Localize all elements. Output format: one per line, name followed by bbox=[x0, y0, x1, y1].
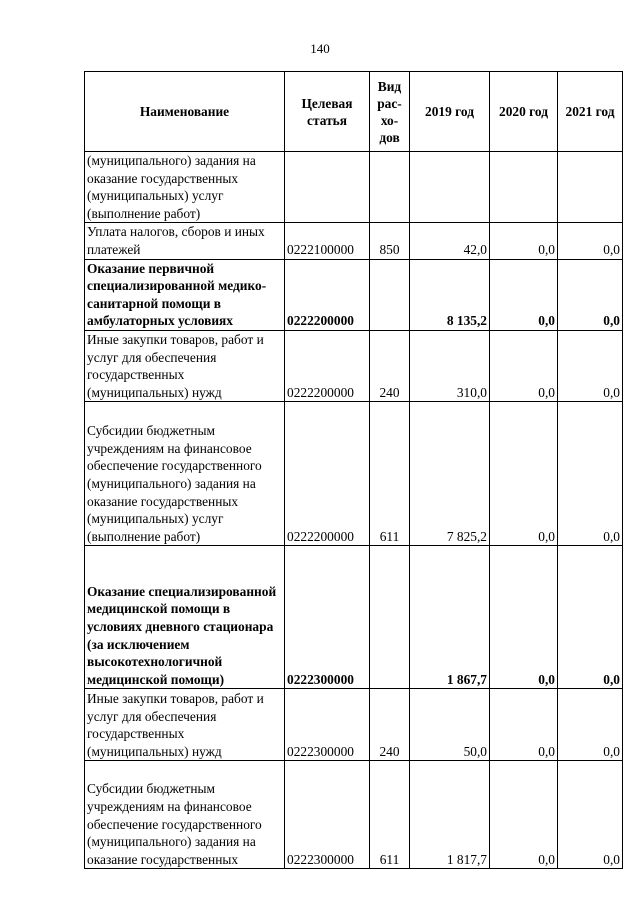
page-number: 140 bbox=[310, 41, 330, 56]
row-2020: 0,0 bbox=[490, 402, 558, 546]
row-vid: 850 bbox=[370, 223, 410, 259]
row-2019: 1 867,7 bbox=[410, 546, 490, 689]
row-vid: 240 bbox=[370, 330, 410, 401]
table-row bbox=[85, 546, 623, 689]
row-2021: 0,0 bbox=[558, 761, 623, 869]
table-row bbox=[85, 259, 623, 330]
row-name: Субсидии бюджетным учреждениям на финансовое обеспечение государственного (муниципального) задания на оказание государственных (муниципальных) услуг (выполнение работ) bbox=[85, 402, 285, 546]
row-vid: 240 bbox=[370, 689, 410, 761]
header-2020: 2020 год bbox=[490, 72, 558, 152]
table-row bbox=[85, 152, 623, 223]
table-row bbox=[85, 761, 623, 869]
row-2019: 7 825,2 bbox=[410, 402, 490, 546]
row-2019: 42,0 bbox=[410, 223, 490, 259]
table-row bbox=[85, 330, 623, 401]
header-2021: 2021 год bbox=[558, 72, 623, 152]
row-2020: 0,0 bbox=[490, 223, 558, 259]
row-2019: 50,0 bbox=[410, 689, 490, 761]
row-2020: 0,0 bbox=[490, 689, 558, 761]
table-row bbox=[85, 689, 623, 761]
table-row bbox=[85, 402, 623, 546]
header-code: Целевая статья bbox=[285, 72, 370, 152]
row-2021: 0,0 bbox=[558, 223, 623, 259]
row-2021: 0,0 bbox=[558, 546, 623, 689]
row-vid bbox=[370, 546, 410, 689]
row-name: Иные закупки товаров, работ и услуг для обеспечения государственных (муниципальных) нужд bbox=[85, 330, 285, 401]
row-2021 bbox=[558, 152, 623, 223]
row-code: 0222300000 bbox=[285, 761, 370, 869]
row-name: Оказание специализированной медицинской помощи в условиях дневного стационара (за исключением высокотехнологичной медицинской помощи) bbox=[85, 546, 285, 689]
header-2019: 2019 год bbox=[410, 72, 490, 152]
row-2019: 1 817,7 bbox=[410, 761, 490, 869]
header-name: Наименование bbox=[85, 72, 285, 152]
row-2020 bbox=[490, 152, 558, 223]
row-vid bbox=[370, 152, 410, 223]
row-code bbox=[285, 152, 370, 223]
row-2019: 8 135,2 bbox=[410, 259, 490, 330]
table-row bbox=[85, 223, 623, 259]
row-code: 0222200000 bbox=[285, 330, 370, 401]
row-name: Оказание первичной специализированной медико-санитарной помощи в амбулаторных условиях bbox=[85, 259, 285, 330]
row-2020: 0,0 bbox=[490, 330, 558, 401]
row-2020: 0,0 bbox=[490, 546, 558, 689]
row-2021: 0,0 bbox=[558, 330, 623, 401]
row-code: 0222200000 bbox=[285, 402, 370, 546]
row-name: Уплата налогов, сборов и иных платежей bbox=[85, 223, 285, 259]
row-name: Субсидии бюджетным учреждениям на финансовое обеспечение государственного (муниципального) задания на оказание государственных bbox=[85, 761, 285, 869]
row-2020: 0,0 bbox=[490, 761, 558, 869]
row-2021: 0,0 bbox=[558, 402, 623, 546]
header-vid: Вид рас-хо-дов bbox=[370, 72, 410, 152]
row-code: 0222100000 bbox=[285, 223, 370, 259]
row-2019 bbox=[410, 152, 490, 223]
row-vid: 611 bbox=[370, 761, 410, 869]
row-vid: 611 bbox=[370, 402, 410, 546]
row-code: 0222200000 bbox=[285, 259, 370, 330]
row-vid bbox=[370, 259, 410, 330]
table-header-row bbox=[85, 72, 623, 152]
budget-table bbox=[84, 71, 623, 869]
row-2021: 0,0 bbox=[558, 689, 623, 761]
row-2019: 310,0 bbox=[410, 330, 490, 401]
row-name: Иные закупки товаров, работ и услуг для обеспечения государственных (муниципальных) нужд bbox=[85, 689, 285, 761]
row-2021: 0,0 bbox=[558, 259, 623, 330]
row-code: 0222300000 bbox=[285, 546, 370, 689]
row-code: 0222300000 bbox=[285, 689, 370, 761]
row-name: (муниципального) задания на оказание государственных (муниципальных) услуг (выполнение работ) bbox=[85, 152, 285, 223]
row-2020: 0,0 bbox=[490, 259, 558, 330]
